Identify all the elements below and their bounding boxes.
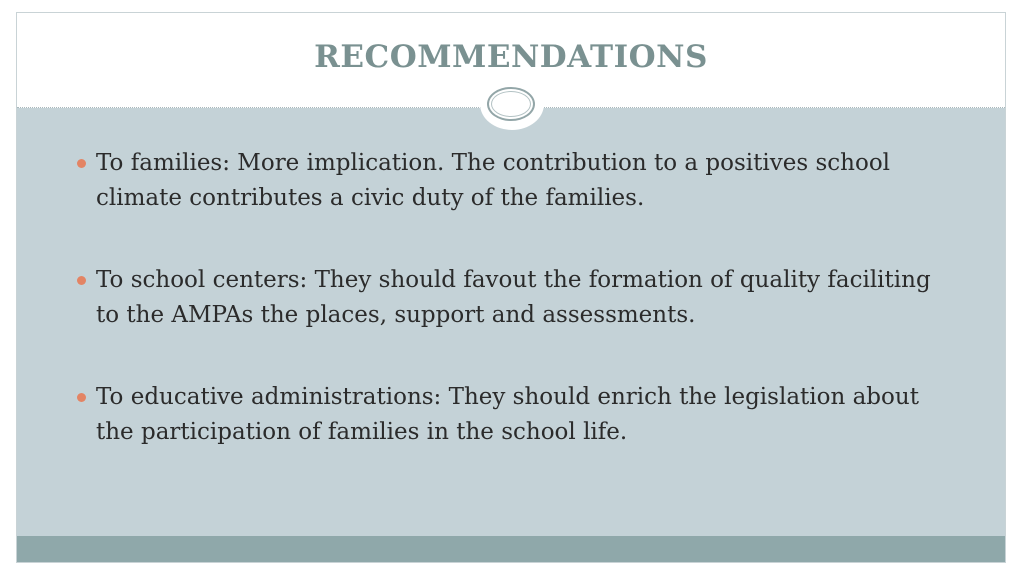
bullet-text: To school centers: They should favout the formation of quality faciliting to the AMPAs the places, support and assessments. xyxy=(96,267,931,328)
bullet-item-administrations xyxy=(77,380,957,450)
bullet-item-families xyxy=(77,146,957,216)
bullet-dot-icon xyxy=(77,393,86,402)
slide xyxy=(16,12,1006,563)
bullet-text: To educative administrations: They should enrich the legislation about the participation of families in the school life. xyxy=(96,384,919,445)
bullet-dot-icon xyxy=(77,159,86,168)
slide-title: RECOMMENDATIONS xyxy=(314,39,708,75)
oval-ornament-icon xyxy=(487,87,535,121)
bullet-list xyxy=(77,146,957,497)
bullet-item-school-centers xyxy=(77,263,957,333)
bullet-text: To families: More implication. The contribution to a positives school climate contributes a civic duty of the families. xyxy=(96,150,891,211)
bullet-dot-icon xyxy=(77,276,86,285)
footer-bar xyxy=(17,536,1005,562)
